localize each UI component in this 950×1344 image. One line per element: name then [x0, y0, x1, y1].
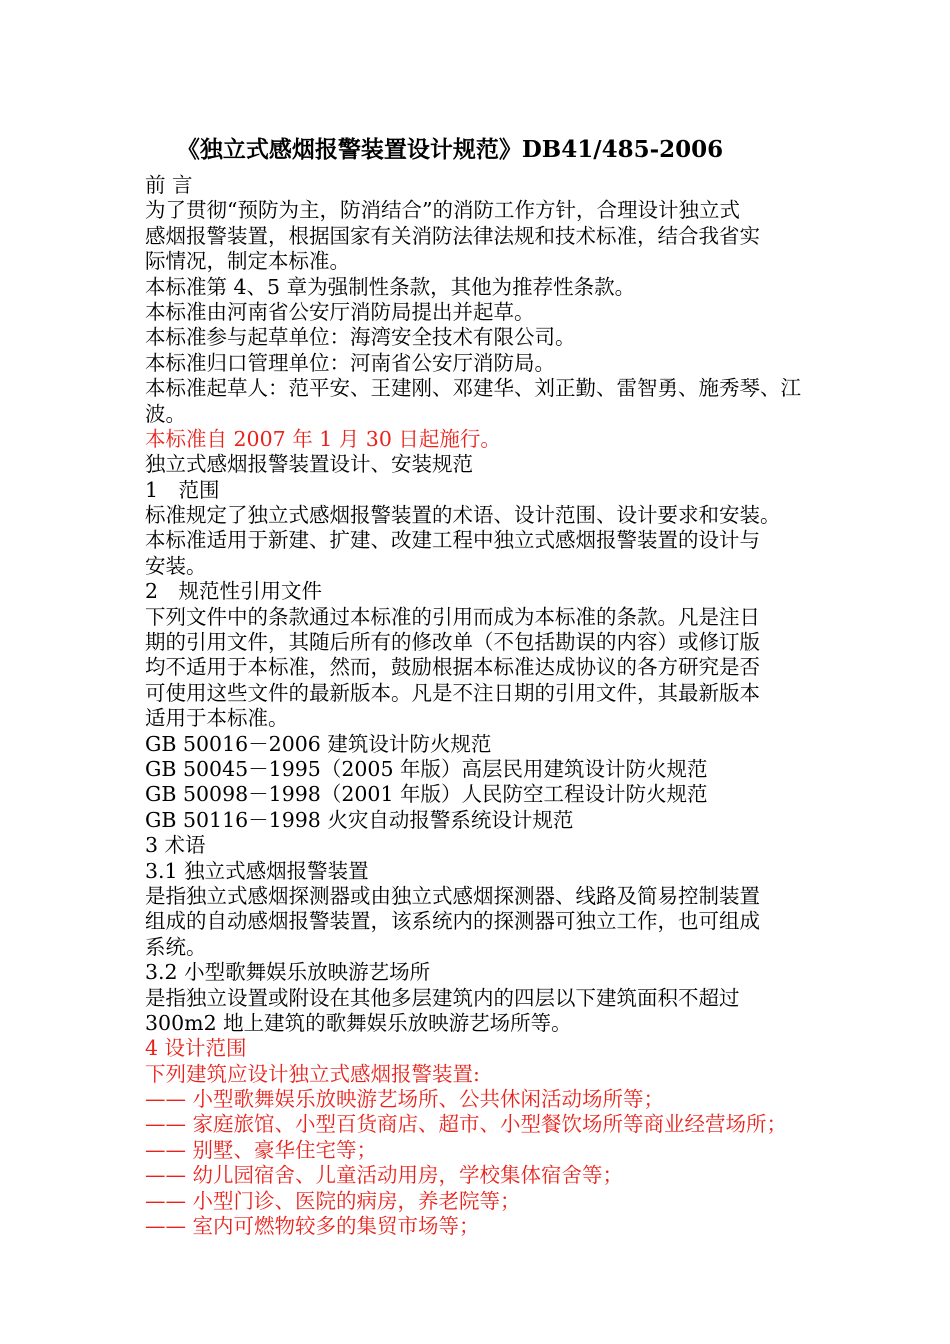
text-line: 3.1 独立式感烟报警装置 [145, 858, 369, 883]
text-line: 300m2 地上建筑的歌舞娱乐放映游艺场所等。 [145, 1010, 572, 1035]
text-line: 为了贯彻“预防为主，防消结合”的消防工作方针，合理设计独立式 [145, 198, 740, 223]
text-line: 本标准参与起草单位：海湾安全技术有限公司。 [145, 325, 576, 350]
text-line: —— 家庭旅馆、小型百货商店、超市、小型餐饮场所等商业经营场所； [145, 1112, 788, 1137]
text-line: 2 规范性引用文件 [145, 579, 323, 604]
text-line: 感烟报警装置，根据国家有关消防法律法规和技术标准，结合我省实 [145, 223, 760, 248]
text-line: —— 室内可燃物较多的集贸市场等； [145, 1214, 480, 1239]
document-title: 《独立式感烟报警装置设计规范》DB41/485-2006 [176, 136, 724, 163]
text-line: 独立式感烟报警装置设计、安装规范 [145, 452, 473, 477]
text-line: 前 言 [145, 173, 193, 197]
text-line: 本标准自 2007 年 1 月 30 日起施行。 [145, 426, 501, 451]
text-line: 是指独立设置或附设在其他多层建筑内的四层以下建筑面积不超过 [145, 985, 740, 1010]
text-line: —— 幼儿园宿舍、儿童活动用房，学校集体宿舍等； [145, 1163, 624, 1188]
text-line: 期的引用文件，其随后所有的修改单（不包括勘误的内容）或修订版 [145, 630, 760, 655]
text-line: 波。 [145, 401, 186, 426]
text-line: 安装。 [145, 553, 207, 578]
text-line: GB 50116－1998 火灾自动报警系统设计规范 [145, 807, 574, 832]
text-line: 3.2 小型歌舞娱乐放映游艺场所 [145, 960, 431, 985]
text-line: GB 50098－1998（2001 年版）人民防空工程设计防火规范 [145, 782, 708, 807]
text-line: 4 设计范围 [145, 1036, 247, 1061]
text-line: 本标准起草人：范平安、王建刚、邓建华、刘正勤、雷智勇、施秀琴、江 [145, 376, 801, 401]
text-line: 均不适用于本标准，然而，鼓励根据本标准达成协议的各方研究是否 [145, 655, 760, 680]
text-line: 可使用这些文件的最新版本。凡是不注日期的引用文件，其最新版本 [145, 680, 760, 705]
document-body [145, 173, 825, 1239]
text-line: 本标准由河南省公安厅消防局提出并起草。 [145, 299, 535, 324]
text-line: 际情况，制定本标准。 [145, 249, 350, 274]
text-line: 1 范围 [145, 477, 220, 502]
text-line: —— 小型歌舞娱乐放映游艺场所、公共休闲活动场所等； [145, 1087, 665, 1112]
text-line: —— 小型门诊、医院的病房，养老院等； [145, 1188, 521, 1213]
text-line: 适用于本标准。 [145, 706, 289, 731]
text-line: 系统。 [145, 934, 207, 959]
text-line: 本标准第 4、5 章为强制性条款，其他为推荐性条款。 [145, 274, 636, 299]
text-line: —— 别墅、豪华住宅等； [145, 1137, 378, 1162]
text-line: 组成的自动感烟报警装置，该系统内的探测器可独立工作，也可组成 [145, 909, 760, 934]
text-line: 下列建筑应设计独立式感烟报警装置: [145, 1061, 480, 1086]
text-line: 下列文件中的条款通过本标准的引用而成为本标准的条款。凡是注日 [145, 604, 760, 629]
text-line: GB 50016－2006 建筑设计防火规范 [145, 731, 492, 756]
text-line: 本标准适用于新建、扩建、改建工程中独立式感烟报警装置的设计与 [145, 528, 760, 553]
text-line: 标准规定了独立式感烟报警装置的术语、设计范围、设计要求和安装。 [145, 503, 781, 528]
text-line: 本标准归口管理单位：河南省公安厅消防局。 [145, 350, 555, 375]
text-line: 是指独立式感烟探测器或由独立式感烟探测器、线路及简易控制装置 [145, 883, 760, 908]
text-line: 3 术语 [145, 833, 206, 858]
text-line: GB 50045－1995（2005 年版）高层民用建筑设计防火规范 [145, 756, 708, 781]
